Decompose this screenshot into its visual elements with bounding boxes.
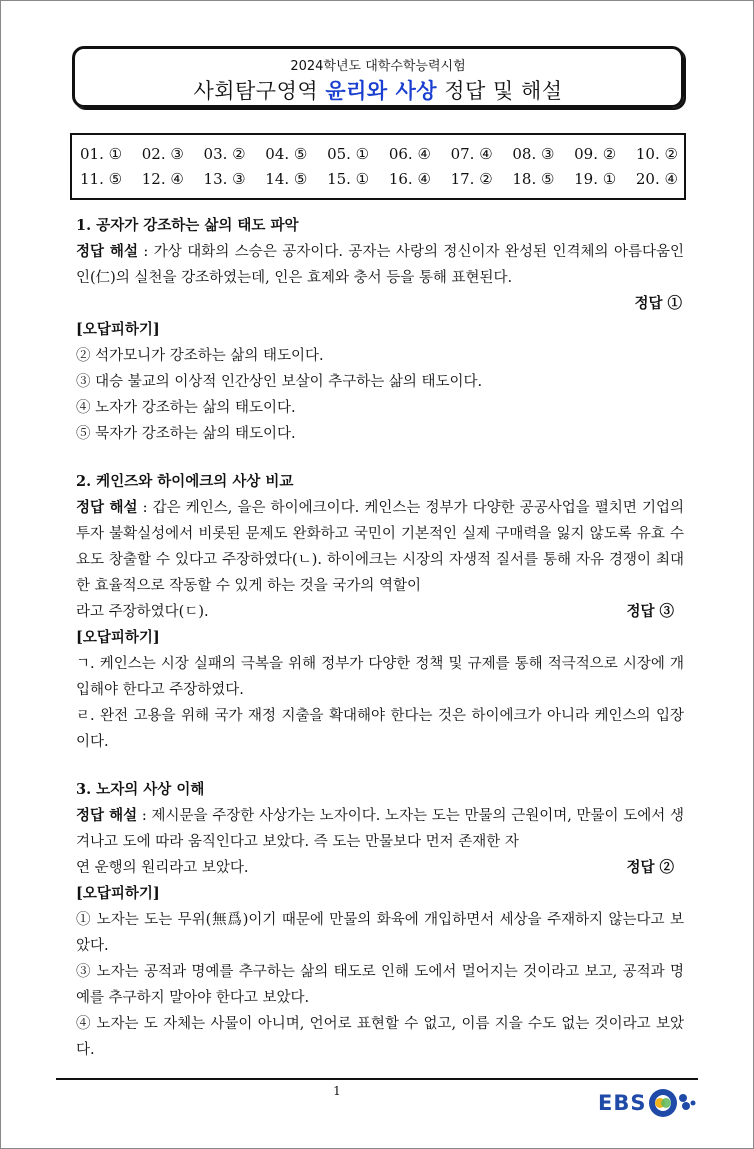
q1-wrong-item: ③ 대승 불교의 이상적 인간상인 보살이 추구하는 삶의 태도이다. xyxy=(76,374,483,390)
header-subtitle: 2024학년도 대학수학능력시험 xyxy=(290,59,466,74)
q2-answer: 정답 ③ xyxy=(626,603,674,620)
q3-title: 3. 노자의 사상 이해 xyxy=(76,781,205,798)
explanation-content xyxy=(76,213,684,1063)
q3-wrong-title: [오답피하기] xyxy=(76,885,160,902)
answer-item: 03. ② xyxy=(203,145,246,163)
answer-item: 15. ① xyxy=(327,170,370,188)
ebs-logo xyxy=(598,1085,718,1121)
answer-item: 10. ② xyxy=(635,145,678,163)
q3-explanation xyxy=(76,803,684,855)
q1-label: 정답 해설 xyxy=(76,243,138,260)
q3-last-text: 연 운행의 원리라고 보았다. xyxy=(76,860,249,876)
q3-last-line xyxy=(76,855,684,881)
q3-wrong-item: ④ 노자는 도 자체는 사물이 아니며, 언어로 표현할 수 없고, 이름 지을 수도 없는 것이라고 보았다. xyxy=(76,1016,684,1058)
answer-item: 20. ④ xyxy=(635,170,678,188)
ebs-logo-icon xyxy=(646,1086,702,1120)
q2-title: 2. 케인즈와 하이에크의 사상 비교 xyxy=(76,473,294,490)
q2-wrong-title: [오답피하기] xyxy=(76,629,160,646)
q1-wrong-item: ② 석가모니가 강조하는 삶의 태도이다. xyxy=(76,348,324,364)
q3-body: : 제시문을 주장한 사상가는 노자이다. 노자는 도는 만물의 근원이며, 만물이 도에서 생겨나고 도에 따라 움직인다고 보았다. 즉 도는 만물보다 먼저 존재한 자 xyxy=(76,808,685,850)
answer-item: 19. ① xyxy=(574,170,617,188)
header-title xyxy=(75,75,681,105)
q1-answer: 정답 ① xyxy=(634,295,682,312)
q3-label: 정답 해설 xyxy=(76,807,138,824)
answer-item: 12. ④ xyxy=(141,170,184,188)
answer-item: 01. ① xyxy=(80,145,123,163)
q1-explanation xyxy=(76,239,684,291)
answer-item: 17. ② xyxy=(450,170,493,188)
page-number: 1 xyxy=(333,1084,341,1098)
answer-item: 11. ⑤ xyxy=(80,170,123,188)
answer-item: 18. ⑤ xyxy=(512,170,555,188)
title-prefix: 사회탐구영역 xyxy=(193,79,326,103)
answer-row-1 xyxy=(80,145,678,163)
q1-wrong-title: [오답피하기] xyxy=(76,321,160,338)
footer-divider xyxy=(56,1078,698,1080)
q2-wrong-item: ㄱ. 케인스는 시장 실패의 극복을 위해 정부가 다양한 정책 및 규제를 통해 적극적으로 시장에 개입해야 한다고 주장하였다. xyxy=(76,656,684,698)
q2-explanation xyxy=(76,495,684,599)
answer-item: 07. ④ xyxy=(450,145,493,163)
q3-answer: 정답 ② xyxy=(626,859,674,876)
answer-row-2 xyxy=(80,170,678,188)
q1-wrong-item: ④ 노자가 강조하는 삶의 태도이다. xyxy=(76,400,296,416)
answer-item: 14. ⑤ xyxy=(265,170,308,188)
title-suffix: 정답 및 해설 xyxy=(437,79,563,103)
q2-last-line xyxy=(76,599,684,625)
q1-wrong-item: ⑤ 묵자가 강조하는 삶의 태도이다. xyxy=(76,426,296,442)
answer-item: 04. ⑤ xyxy=(265,145,308,163)
answer-item: 02. ③ xyxy=(141,145,184,163)
answer-item: 13. ③ xyxy=(203,170,246,188)
header-box xyxy=(72,46,684,108)
q3-wrong-item: ③ 노자는 공적과 명예를 추구하는 삶의 태도로 인해 도에서 멀어지는 것이라고 보고, 공적과 명예를 추구하지 말아야 한다고 보았다. xyxy=(76,964,684,1006)
q2-last-text: 라고 주장하였다(ㄷ). xyxy=(76,604,209,620)
title-subject: 윤리와 사상 xyxy=(325,79,438,103)
q2-wrong-item: ㄹ. 완전 고용을 위해 국가 재정 지출을 확대해야 한다는 것은 하이에크가 아니라 케인스의 입장이다. xyxy=(76,708,684,750)
answer-item: 09. ② xyxy=(574,145,617,163)
q2-body: : 갑은 케인스, 을은 하이에크이다. 케인스는 정부가 다양한 공공사업을 펼치면 기업의 투자 불확실성에서 비롯된 문제도 완화하고 국민이 기본적인 실제 구매력을 잃지 않도록 유효 수요도 창출할 수 있다고 주장하였다(ㄴ). 하이에크는 시장의 자생적 질서를 통해 자유 경쟁이 최대한 효율적으로 작동할 수 있게 하는 것을 국가의 역할이 xyxy=(76,500,685,594)
logo-text: EBS xyxy=(598,1091,647,1115)
q2-label: 정답 해설 xyxy=(76,499,138,516)
answer-item: 05. ① xyxy=(327,145,370,163)
q1-title: 1. 공자가 강조하는 삶의 태도 파악 xyxy=(76,217,299,234)
answer-item: 06. ④ xyxy=(388,145,431,163)
q3-wrong-item: ① 노자는 도는 무위(無爲)이기 때문에 만물의 화육에 개입하면서 세상을 주재하지 않는다고 보았다. xyxy=(76,912,684,954)
answer-key-table xyxy=(70,133,686,200)
answer-item: 16. ④ xyxy=(388,170,431,188)
answer-item: 08. ③ xyxy=(512,145,555,163)
q1-body: : 가상 대화의 스승은 공자이다. 공자는 사랑의 정신이자 완성된 인격체의 아름다움인 인(仁)의 실천을 강조하였는데, 인은 효제와 충서 등을 통해 표현된다. xyxy=(76,244,684,286)
